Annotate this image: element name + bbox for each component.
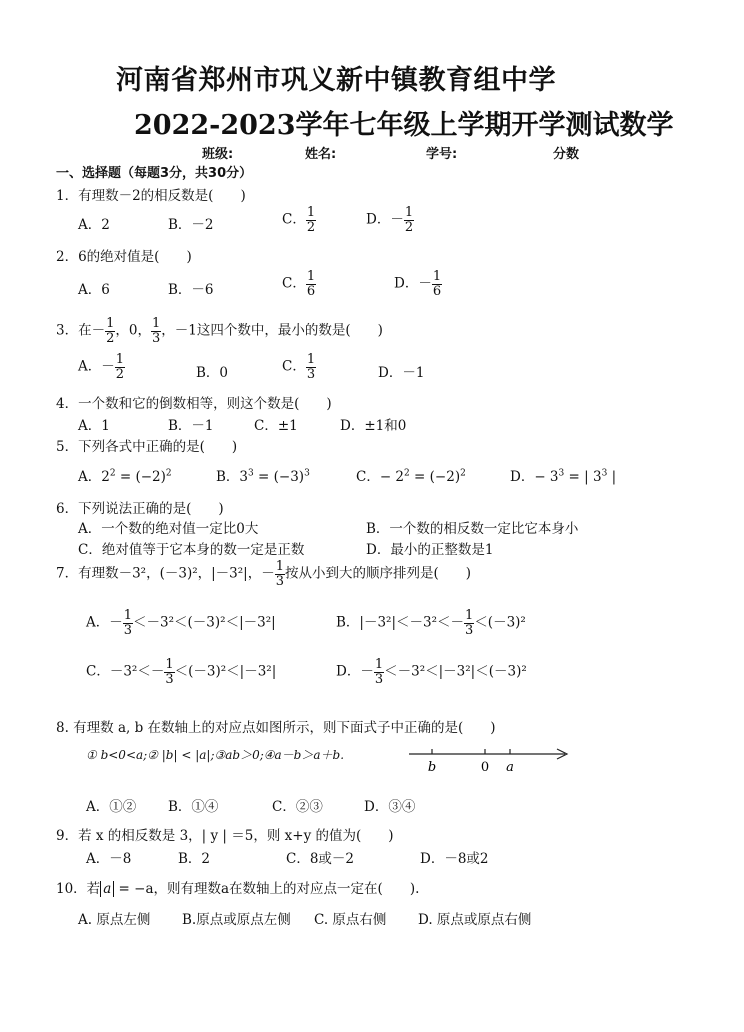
q9-option-d: D．－8或2 [420,851,489,867]
question-6-stem: 6．下列说法正确的是( ) [56,501,224,517]
q5-option-a: A．$2^2 = (-2)^2$ [78,468,172,485]
page-title: 河南省郑州市巩义新中镇教育组中学 [116,65,556,96]
q7-option-d: D．－ $\frac{1}{3}$ ＜－3²＜|－3²|＜(－3)² [336,657,527,687]
question-1-stem: 1．有理数－2的相反数是( ) [56,188,246,204]
q5-option-b: B．$3^3 = (-3)^3$ [216,468,310,485]
field-score: 分数 [553,147,580,162]
q7-option-a: A．－ $\frac{1}{3}$ ＜－3²＜(－3)²＜|－3²| [86,608,276,638]
q7-option-b: B．|－3²|＜－3²＜－ $\frac{1}{3}$ ＜(－3)² [336,608,526,638]
q5-option-c: C．− $2^2 = (-2)^2$ [356,468,466,485]
q2-option-c: C． $\frac{1}{6}$ [282,269,316,299]
q6-option-b: B．一个数的相反数一定比它本身小 [366,521,579,537]
q4-option-b: B．－1 [168,418,214,434]
section-heading: 一、选择题（每题3分，共30分） [56,166,253,181]
q3-option-d: D．－1 [378,365,425,381]
q3-option-a: A．－ $\frac{1}{2}$ [78,352,125,382]
q8-statements: ① b<0<a;② |b| < |a|;③ab＞0;④a－b＞a＋b. [86,748,345,762]
axis-label-a: a [506,760,514,774]
q2-option-b: B．－6 [168,282,214,298]
q5-option-d: D．− $3^3$ = | $3^3$ | [510,468,617,485]
q4-option-a: A．1 [78,418,110,434]
q8-option-c: C．②③ [272,799,323,815]
field-student-id: 学号: [426,147,458,162]
q1-option-b: B．－2 [168,217,214,233]
question-5-stem: 5．下列各式中正确的是( ) [56,439,238,455]
question-9-stem: 9．若 x 的相反数是 3，| y | ＝5，则 x+y 的值为( ) [56,828,394,844]
question-3-stem: 3．在－ $\frac{1}{2}$ ，0， $\frac{1}{3}$ ，－1这四个数中，最小的数是( ) [56,316,383,346]
q9-option-b: B．2 [178,851,211,867]
page-subtitle: 2022-2023学年七年级上学期开学测试数学 [134,110,674,141]
question-2-stem: 2．6的绝对值是( ) [56,249,192,265]
number-line [405,742,575,774]
q8-option-b: B．①④ [168,799,219,815]
question-4-stem: 4．一个数和它的倒数相等，则这个数是( ) [56,396,332,412]
q6-option-d: D．最小的正整数是1 [366,542,494,558]
q4-option-d: D．±1和0 [340,418,407,434]
q8-option-d: D．③④ [364,799,416,815]
q2-option-d: D．－ $\frac{1}{6}$ [394,269,442,299]
question-10-stem: 10．若 a = −a，则有理数a在数轴上的对应点一定在( ). [56,881,420,897]
q10-option-c: C. 原点右侧 [314,912,387,928]
q3-option-c: C． $\frac{1}{3}$ [282,352,316,382]
field-class: 班级: [202,147,234,162]
axis-label-b: b [427,760,437,774]
q1-option-d: D．－ $\frac{1}{2}$ [366,205,414,235]
q3-option-b: B．0 [196,365,229,381]
question-8-stem: 8. 有理数 a, b 在数轴上的对应点如图所示，则下面式子中正确的是( ) [56,720,496,736]
q4-option-c: C．±1 [254,418,298,434]
q9-option-a: A．－8 [86,851,132,867]
q6-option-a: A．一个数的绝对值一定比0大 [78,521,259,537]
field-name: 姓名: [305,147,337,162]
q6-option-c: C．绝对值等于它本身的数一定是正数 [78,542,305,558]
q9-option-c: C．8或－2 [286,851,355,867]
q10-option-d: D. 原点或原点右侧 [418,912,532,928]
q1-option-c: C． $\frac{1}{2}$ [282,205,316,235]
q2-option-a: A．6 [78,282,110,298]
q8-option-a: A．①② [86,799,137,815]
q10-option-b: B.原点或原点左侧 [182,912,291,928]
q10-option-a: A. 原点左侧 [78,912,151,928]
q1-option-a: A．2 [78,217,110,233]
axis-label-zero: 0 [480,760,490,774]
question-7-stem: 7．有理数－3²，(－3)²，|－3²|，－ $\frac{1}{3}$ 按从小到大的顺序排列是( ) [56,559,472,589]
q7-option-c: C．－3²＜－ $\frac{1}{3}$ ＜(－3)²＜|－3²| [86,657,277,687]
